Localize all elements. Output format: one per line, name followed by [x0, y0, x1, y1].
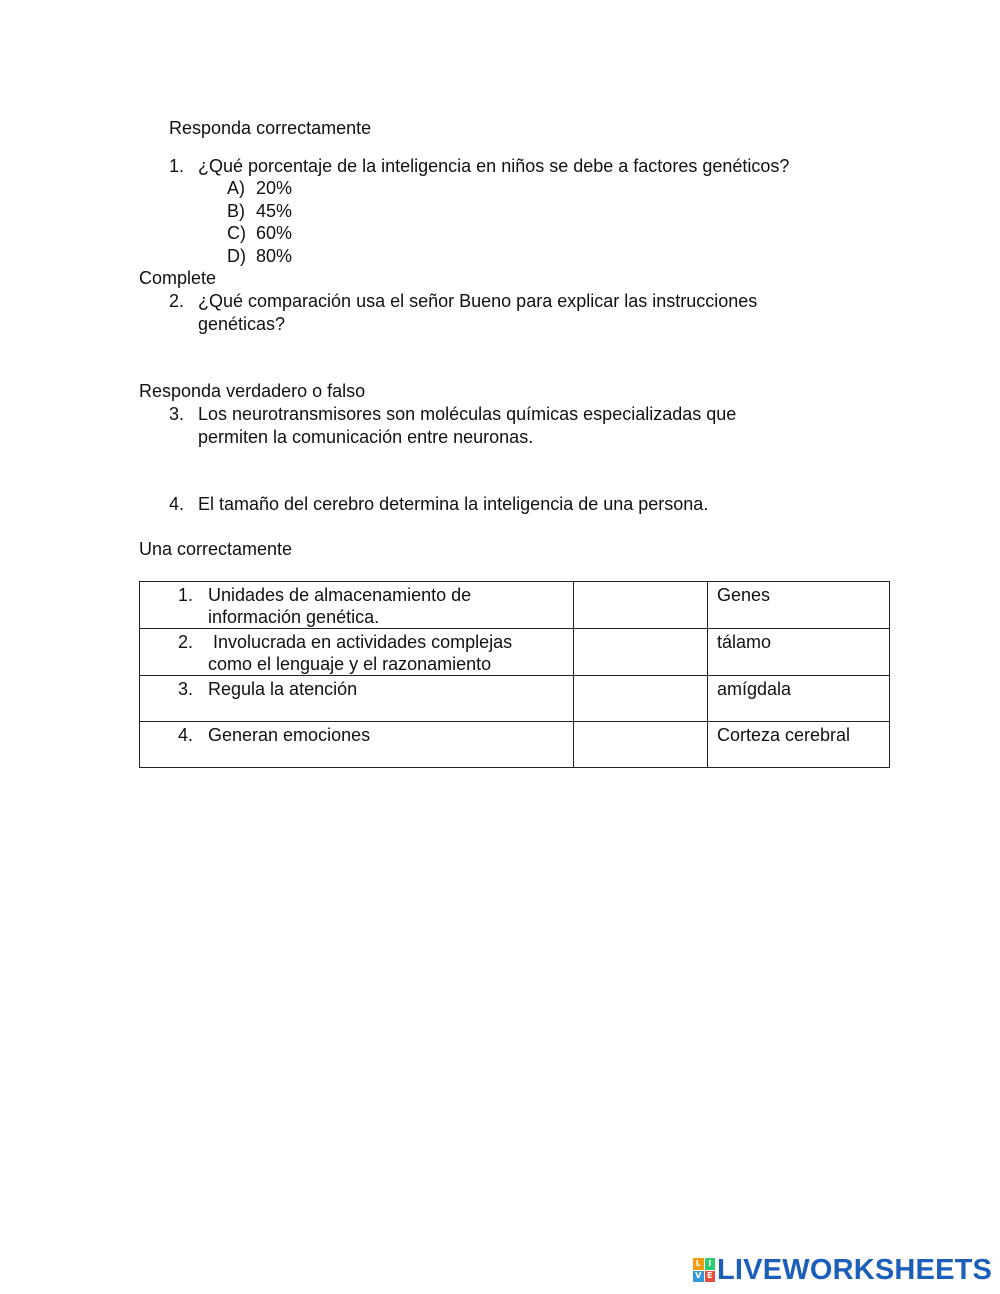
match-item-number: 1.: [178, 585, 194, 605]
section-heading-matching: Una correctamente: [139, 539, 293, 559]
table-row: [140, 676, 890, 722]
match-option-cell: [708, 676, 890, 722]
match-item-text-line1: Regula la atención: [208, 679, 358, 699]
table-row: [140, 582, 890, 629]
match-item-number: 4.: [178, 725, 194, 745]
match-item-text-line1: Involucrada en actividades complejas: [208, 632, 513, 652]
option-c-text[interactable]: 60%: [256, 223, 293, 243]
matching-table: [139, 581, 890, 768]
liveworksheets-logo: [693, 1256, 992, 1284]
logo-mark-icon: [693, 1258, 715, 1282]
match-item-cell: [140, 722, 574, 768]
match-option-text[interactable]: Genes: [717, 585, 771, 605]
match-answer-blank[interactable]: [574, 722, 708, 768]
logo-mark-tile: I: [705, 1258, 716, 1270]
table-row: [140, 722, 890, 768]
option-c-letter: C): [227, 223, 246, 243]
question-1-number: 1.: [169, 156, 185, 176]
option-b-text[interactable]: 45%: [256, 201, 293, 221]
match-item-cell: [140, 629, 574, 676]
question-4-number: 4.: [169, 494, 185, 514]
section-heading-complete: Complete: [139, 268, 217, 288]
match-item-number: 3.: [178, 679, 194, 699]
option-b-letter: B): [227, 201, 245, 221]
match-item-text-line2: información genética.: [208, 607, 380, 627]
match-item-number: 2.: [178, 632, 194, 652]
match-option-text[interactable]: Corteza cerebral: [717, 725, 851, 745]
question-2-text-line1: ¿Qué comparación usa el señor Bueno para explicar las instrucciones: [198, 291, 758, 311]
option-d-text[interactable]: 80%: [256, 246, 293, 266]
match-option-cell: [708, 722, 890, 768]
match-item-cell: [140, 582, 574, 629]
match-item-text-line2: como el lenguaje y el razonamiento: [208, 654, 492, 674]
match-item-cell: [140, 676, 574, 722]
option-a-letter: A): [227, 178, 245, 198]
question-2-number: 2.: [169, 291, 185, 311]
question-1-text: ¿Qué porcentaje de la inteligencia en niños se debe a factores genéticos?: [198, 156, 790, 176]
section-heading-true-false: Responda verdadero o falso: [139, 381, 366, 401]
match-item-text-line1: Generan emociones: [208, 725, 371, 745]
match-answer-blank[interactable]: [574, 676, 708, 722]
match-option-cell: [708, 582, 890, 629]
match-answer-blank[interactable]: [574, 582, 708, 629]
question-2-text-line2: genéticas?: [198, 314, 286, 334]
match-answer-blank[interactable]: [574, 629, 708, 676]
logo-mark-tile: V: [693, 1271, 704, 1283]
table-row: [140, 629, 890, 676]
question-4-text: El tamaño del cerebro determina la inteligencia de una persona.: [198, 494, 709, 514]
match-item-text-line1: Unidades de almacenamiento de: [208, 585, 472, 605]
match-option-cell: [708, 629, 890, 676]
match-option-text[interactable]: amígdala: [717, 679, 792, 699]
logo-mark-tile: L: [693, 1258, 704, 1270]
question-3-number: 3.: [169, 404, 185, 424]
question-3-text-line1: Los neurotransmisores son moléculas químicas especializadas que: [198, 404, 737, 424]
match-option-text[interactable]: tálamo: [717, 632, 772, 652]
question-3-text-line2: permiten la comunicación entre neuronas.: [198, 427, 534, 447]
logo-text: LIVEWORKSHEETS: [717, 1254, 993, 1286]
section-heading-multiple-choice: Responda correctamente: [169, 118, 372, 138]
logo-mark-tile: E: [705, 1271, 716, 1283]
option-d-letter: D): [227, 246, 246, 266]
option-a-text[interactable]: 20%: [256, 178, 293, 198]
